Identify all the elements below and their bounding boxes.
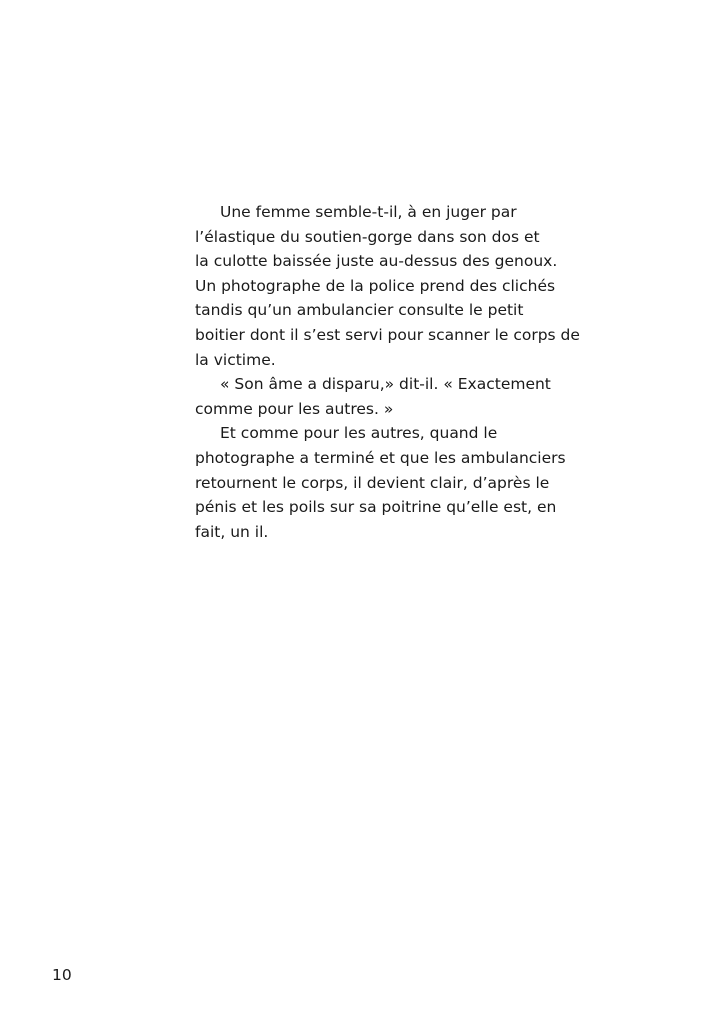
- paragraph-line: Une femme semble-t-il, à en juger par: [220, 203, 517, 221]
- paragraph-line: « Son âme a disparu,» dit-il. « Exactement: [220, 375, 551, 394]
- paragraph-line: tandis qu’un ambulancier consulte le petit: [195, 301, 524, 320]
- paragraph-line: comme pour les autres. »: [195, 399, 394, 418]
- paragraph-line: la culotte baissée juste au-dessus des genoux.: [195, 252, 558, 271]
- paragraph-line: pénis et les poils sur sa poitrine qu’elle est, en: [195, 498, 557, 517]
- paragraph-line: boitier dont il s’est servi pour scanner le corps de: [195, 325, 580, 344]
- paragraph-line: Un photographe de la police prend des clichés: [195, 276, 556, 295]
- page-number: 10: [52, 966, 72, 984]
- paragraph-line: photographe a terminé et que les ambulanciers: [195, 448, 566, 467]
- paragraph-line: l’élastique du soutien-gorge dans son dos et: [195, 227, 540, 246]
- paragraph-line: Et comme pour les autres, quand le: [220, 424, 498, 443]
- paragraph-line: la victime.: [195, 350, 276, 369]
- paragraph-line: retournent le corps, il devient clair, d’après le: [195, 473, 550, 492]
- body-text: [195, 200, 590, 544]
- paragraph-line: fait, un il.: [195, 522, 269, 541]
